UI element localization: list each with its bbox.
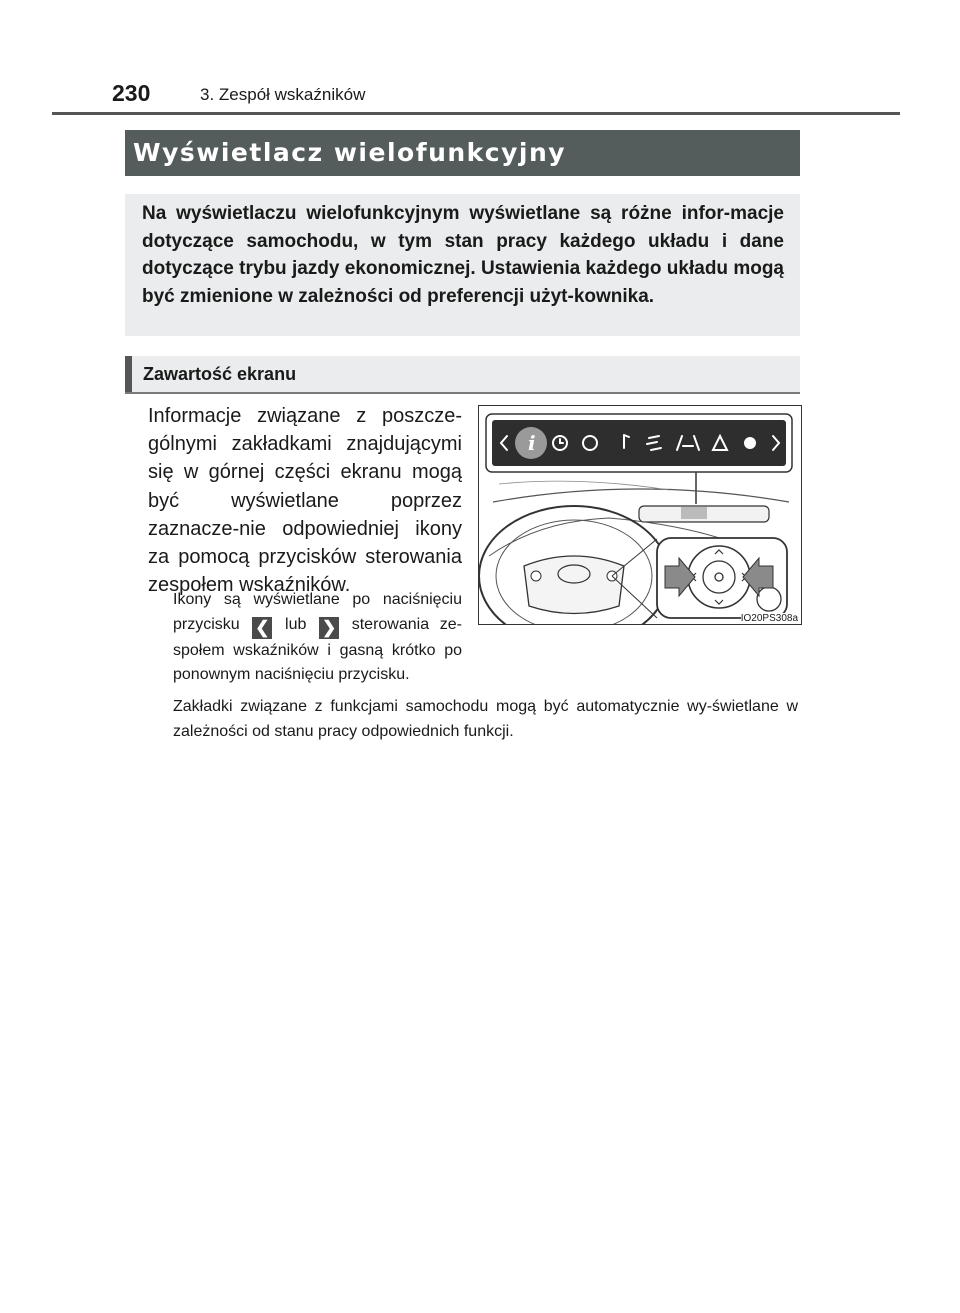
title-bar [125, 130, 800, 176]
page-title: Wyświetlacz wielofunkcyjny [133, 138, 567, 167]
note-text-2: lub [285, 615, 307, 633]
aux-knob [757, 587, 781, 611]
header-rule [52, 112, 900, 115]
info-icon: i [528, 431, 536, 455]
section-rule [125, 392, 800, 394]
gear-icon [745, 438, 755, 448]
note-paragraph-2: Zakładki związane z funkcjami samochodu mogą być automatycznie wy-świetlane w zależności od stanu pracy odpowiednich funkcji. [173, 698, 798, 740]
dashboard-outline [493, 489, 789, 502]
figure [478, 405, 802, 625]
left-button-glyph: ❮ [252, 617, 272, 639]
note-paragraph [173, 588, 462, 688]
body-paragraph: Informacje związane z poszcze-gólnymi zakładkami znajdującymi się w górnej części ekranu mogą być wyświetlane poprzez zaznacze-nie odpowiedniej ikony za pomocą przycisków sterowania zespołem wskaźników. [148, 405, 462, 597]
note-text-1: Ikony są wyświetlane po naciśnięciu przycisku [173, 591, 462, 633]
section-title: Zawartość ekranu [143, 364, 297, 384]
intro-text: Na wyświetlaczu wielofunkcyjnym wyświetlane są różne infor-macje dotyczące samochodu, w tym stan pracy każdego układu i dane dotyczące trybu jazdy ekonomicznej. Ustawienia każdego układu mogą być zmienione w zależności od preferencji użyt-kownika. [142, 203, 784, 307]
note-text-3: sterowania ze-społem wskaźników i gasną krótko po ponownym naciśnięciu przycisku. [173, 615, 462, 684]
display-center-mark [681, 507, 707, 519]
figure-caption: IO20PS308a [740, 613, 798, 624]
section-marker [125, 356, 132, 394]
control-pad-center [703, 561, 735, 593]
intro-box [125, 194, 800, 336]
section-bar [125, 356, 800, 394]
figure-illustration [479, 406, 801, 624]
left-wheel-switch [531, 571, 541, 581]
right-button-glyph: ❯ [319, 617, 339, 639]
chapter-title: 3. Zespół wskaźników [200, 85, 366, 104]
page-number: 230 [112, 80, 151, 106]
